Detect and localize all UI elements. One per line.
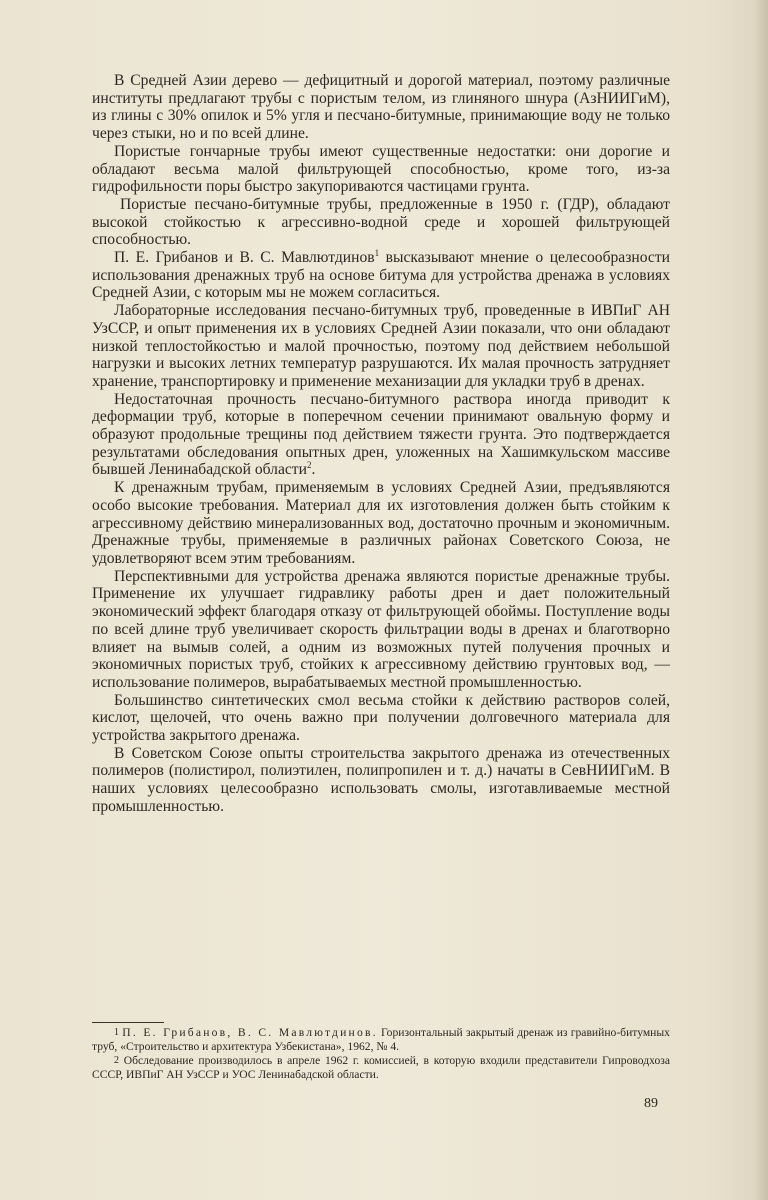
footnote-1 — [92, 1026, 670, 1054]
footnote-2 — [92, 1054, 670, 1082]
paragraph-9: Большинство синтетических смол весьма стойки к действию растворов солей, кислот, щелочей, что очень важно при получении долговечного материала для устройства закрытого дренажа. — [92, 691, 670, 745]
paragraph-1: В Средней Азии дерево — дефицитный и дорогой материал, поэтому различные институты предлагают трубы с пористым телом, из глиняного шнура (АзНИИГиМ), из глины с 30% опилок и 5% угля и песчано-битумные, принимающие воду не только через стыки, но и по всей длине. — [92, 72, 670, 143]
paragraph-10: В Советском Союзе опыты строительства закрытого дренажа из отечественных полимеров (полистирол, полиэтилен, полипропилен и т. д.) начаты в СевНИИГиМ. В наших условиях целесообразно использовать смолы, изготавливаемые местной промышленностью. — [92, 744, 670, 815]
footnote-divider — [92, 1022, 164, 1023]
footnote-1-author: П. Е. Грибанов, В. С. Мавлютдинов. — [122, 1026, 378, 1039]
paragraph-4-text: П. Е. Грибанов и В. С. Мавлютдинов — [114, 249, 375, 267]
paragraph-6 — [92, 391, 670, 480]
paragraph-6-text: Недостаточная прочность песчано-битумного раствора иногда приводит к деформации труб, которые в поперечном сечении принимают овальную форму и образуют продольные трещины под действием тяжести грунта. Это подтверждается результатами обследования опытных дрен, уложенных на Хашимкульском массиве бывшей Ленинабадской области — [92, 390, 670, 479]
paragraph-8: Перспективными для устройства дренажа являются пористые дренажные трубы. Применение их улучшает гидравлику работы дрен и дает положительный экономический эффект благодаря отказу от фильтрующей обоймы. Поступление воды по всей длине труб увеличивает скорость фильтрации воды в дренах и благотворно влияет на вымыв солей, а одним из возможных путей получения прочных и экономичных пористых труб, стойких к агрессивному действию грунтовых вод, — использование полимеров, вырабатываемых местной промышленностью. — [92, 567, 670, 691]
page-number: 89 — [644, 1096, 658, 1111]
footnotes — [92, 1026, 670, 1082]
paragraph-3: Пористые песчано-битумные трубы, предложенные в 1950 г. (ГДР), обладают высокой стойкостью к агрессивно-водной среде и хорошей фильтрующей способностью. — [92, 195, 670, 249]
paragraph-5: Лабораторные исследования песчано-битумных труб, проведенные в ИВПиГ АН УзССР, и опыт применения их в условиях Средней Азии показали, что они обладают низкой теплостойкостью и малой прочностью, поэтому под действием небольшой нагрузки и высоких летних температур разрушаются. Их малая прочность затрудняет хранение, транспортировку и применение механизации для укладки труб в дренах. — [92, 302, 670, 390]
paragraph-2: Пористые гончарные трубы имеют существенные недостатки: они дорогие и обладают весьма малой фильтрующей способностью, кроме того, из-за гидрофильности поры быстро закупориваются частицами грунта. — [92, 142, 670, 196]
paragraph-4 — [92, 249, 670, 302]
footnote-ref-2: 2 — [306, 460, 312, 471]
paragraph-4-rest: высказывают мнение о целесообразности использования дренажных труб на основе битума для устройства дренажа в условиях Средней Азии, с которым мы не можем согласиться. — [92, 249, 671, 302]
footnote-1-text: Горизонтальный закрытый дренаж из гравийно-битумных труб, «Строительство и архитектура Узбекистана», 1962, № 4. — [92, 1026, 670, 1053]
footnote-2-mark: 2 — [114, 1055, 119, 1066]
paragraph-7: К дренажным трубам, применяемым в условиях Средней Азии, предъявляются особо высокие требования. Материал для их изготовления должен быть стойким к агрессивному действию минерализованных вод, достаточно прочным и экономичным. Дренажные трубы, применяемые в различных районах Советского Союза, не удовлетворяют всем этим требованиям. — [92, 479, 670, 567]
footnote-2-text: Обследование производилось в апреле 1962 г. комиссией, в которую входили представители Гипроводхоза СССР, ИВПиГ АН УзССР и УОС Ленинабадской области. — [92, 1054, 670, 1081]
body-text — [92, 72, 670, 816]
paragraph-6-rest: . — [311, 461, 316, 479]
page-spine-shadow — [754, 0, 768, 1200]
footnote-ref-1: 1 — [374, 247, 380, 258]
footnote-1-mark: 1 — [114, 1027, 119, 1038]
